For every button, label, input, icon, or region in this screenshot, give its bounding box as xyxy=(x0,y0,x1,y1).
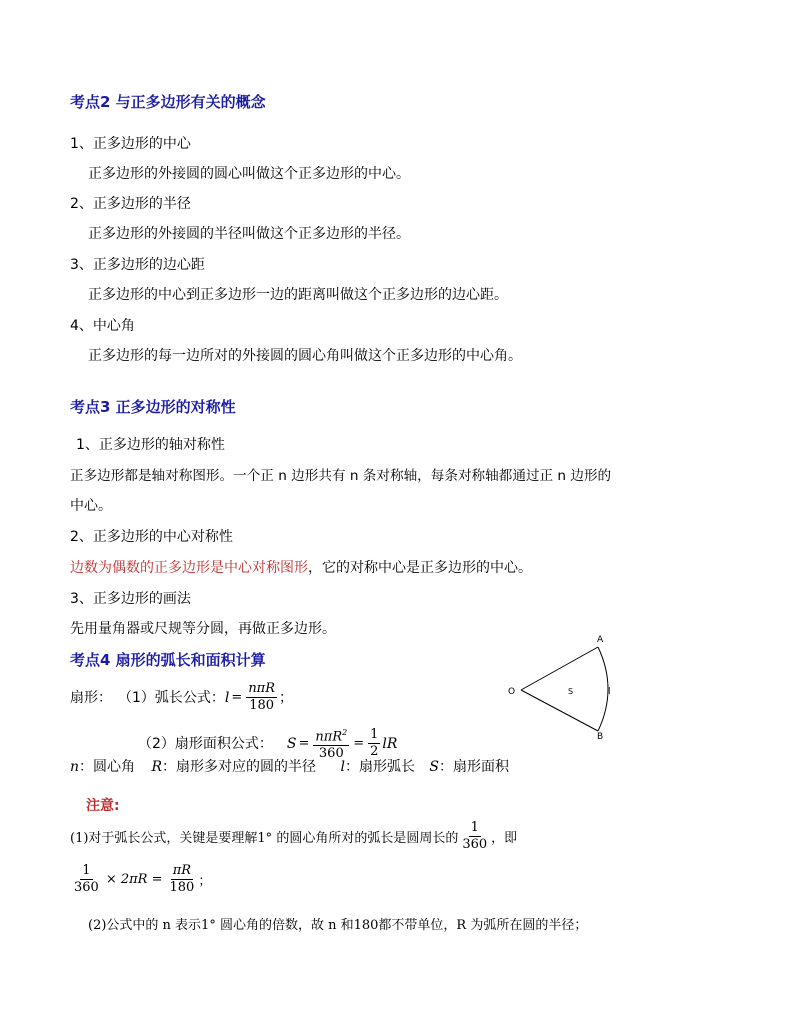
item3-body: 正多边形的中心到正多边形一边的距离叫做这个正多边形的边心距。 xyxy=(88,287,508,303)
arc-numerator: nπR xyxy=(248,681,276,696)
eq-frac2-num: πR xyxy=(172,863,192,878)
section2-heading: 考点2 与正多边形有关的概念 xyxy=(70,93,266,111)
note2: (2)公式中的 n 表示1° 圆心角的倍数，故 n 和180都不带单位，R 为弧所在圆的半径； xyxy=(88,918,588,933)
legend-S-symbol: S xyxy=(429,759,440,775)
arc-equals: = xyxy=(231,689,243,705)
arc-l-symbol: l xyxy=(224,689,230,706)
drawing-title: 3、正多边形的画法 xyxy=(70,591,191,607)
item2-title: 2、正多边形的半径 xyxy=(70,196,191,212)
axis-symmetry-body-line1: 正多边形都是轴对称图形。一个正 n 边形共有 n 条对称轴，每条对称轴都通过正 n 边形的 xyxy=(70,468,612,484)
arc-semicolon: ； xyxy=(279,689,294,706)
legend-R-text: ：扇形多对应的圆的半径 xyxy=(162,759,317,775)
center-symmetry-body xyxy=(70,559,532,577)
axis-symmetry-title: 1、正多边形的轴对称性 xyxy=(76,437,225,453)
eq-frac1-num: 1 xyxy=(82,863,91,878)
note1-frac-den: 360 xyxy=(462,837,488,852)
sector-diagram xyxy=(500,630,630,745)
label-S: S xyxy=(568,687,574,696)
label-O: O xyxy=(508,687,516,697)
radius-OB xyxy=(521,690,598,731)
eq-frac2-den: 180 xyxy=(169,880,195,895)
arc-length-label: （1）弧长公式： xyxy=(118,689,225,706)
legend-n-text: ：圆心角 xyxy=(79,759,136,775)
legend-R-symbol: R xyxy=(151,759,163,775)
half-numerator: 1 xyxy=(370,727,379,743)
section4-heading: 考点4 扇形的弧长和面积计算 xyxy=(70,651,266,669)
center-symmetry-rest: ，它的对称中心是正多边形的中心。 xyxy=(308,560,532,576)
area-numerator-text: nπR xyxy=(315,729,343,745)
note1-row xyxy=(70,820,517,853)
variable-legend xyxy=(70,758,509,776)
drawing-body: 先用量角器或尺规等分圆，再做正多边形。 xyxy=(70,621,336,637)
notes-title: 注意: xyxy=(86,798,120,814)
half-fraction xyxy=(368,727,380,760)
eq-end: ； xyxy=(198,874,212,889)
label-l: l xyxy=(608,687,611,697)
item4-title: 4、中心角 xyxy=(70,318,135,334)
area-numerator xyxy=(313,725,349,746)
sector-area-label: （2）扇形面积公式： xyxy=(138,735,273,752)
label-A: A xyxy=(597,635,604,645)
label-B: B xyxy=(597,732,604,742)
area-equals-1: = xyxy=(298,735,310,751)
arc-AB xyxy=(598,647,608,731)
item1-body: 正多边形的外接圆的圆心叫做这个正多边形的中心。 xyxy=(88,166,410,182)
eq-frac1-den: 360 xyxy=(74,880,99,895)
legend-l-symbol: l xyxy=(340,759,345,775)
eq-fraction-2 xyxy=(167,863,196,896)
area-square: 2 xyxy=(342,728,348,737)
eq-fraction-1 xyxy=(72,863,101,896)
item1-title: 1、正多边形的中心 xyxy=(70,136,191,152)
sector-label: 扇形： xyxy=(70,689,112,706)
legend-S-text: ：扇形面积 xyxy=(439,759,510,775)
half-denominator: 2 xyxy=(370,744,379,760)
axis-symmetry-body-line2: 中心。 xyxy=(70,498,112,514)
eq-middle: × 2πR = xyxy=(105,872,163,887)
note1-frac-num: 1 xyxy=(470,820,479,835)
radius-OA xyxy=(521,647,598,690)
section3-heading: 考点3 正多边形的对称性 xyxy=(70,398,236,416)
area-fraction xyxy=(313,725,349,762)
arc-denominator: 180 xyxy=(249,698,275,713)
note1-prefix: (1)对于弧长公式，关键是要理解1° 的圆心角所对的弧长是圆周长的 xyxy=(70,831,459,846)
center-symmetry-title: 2、正多边形的中心对称性 xyxy=(70,529,233,545)
item3-title: 3、正多边形的边心距 xyxy=(70,257,205,273)
arc-length-formula-row xyxy=(70,681,293,714)
item2-body: 正多边形的外接圆的半径叫做这个正多边形的半径。 xyxy=(88,226,410,242)
legend-l-text: ：扇形弧长 xyxy=(344,759,415,775)
area-S-symbol: S xyxy=(286,735,297,752)
area-lR: lR xyxy=(382,735,398,752)
sector-area-formula-row xyxy=(138,725,397,762)
note1-fraction xyxy=(460,820,489,853)
center-symmetry-highlight: 边数为偶数的正多边形是中心对称图形 xyxy=(70,560,308,576)
note1-equation xyxy=(70,863,211,896)
area-equals-2: = xyxy=(353,735,365,751)
arc-fraction xyxy=(246,681,277,714)
legend-n-symbol: n xyxy=(70,759,80,775)
note1-suffix: ，即 xyxy=(491,831,518,846)
area-denominator: 360 xyxy=(318,746,344,762)
item4-body: 正多边形的每一边所对的外接圆的圆心角叫做这个正多边形的中心角。 xyxy=(88,348,522,364)
